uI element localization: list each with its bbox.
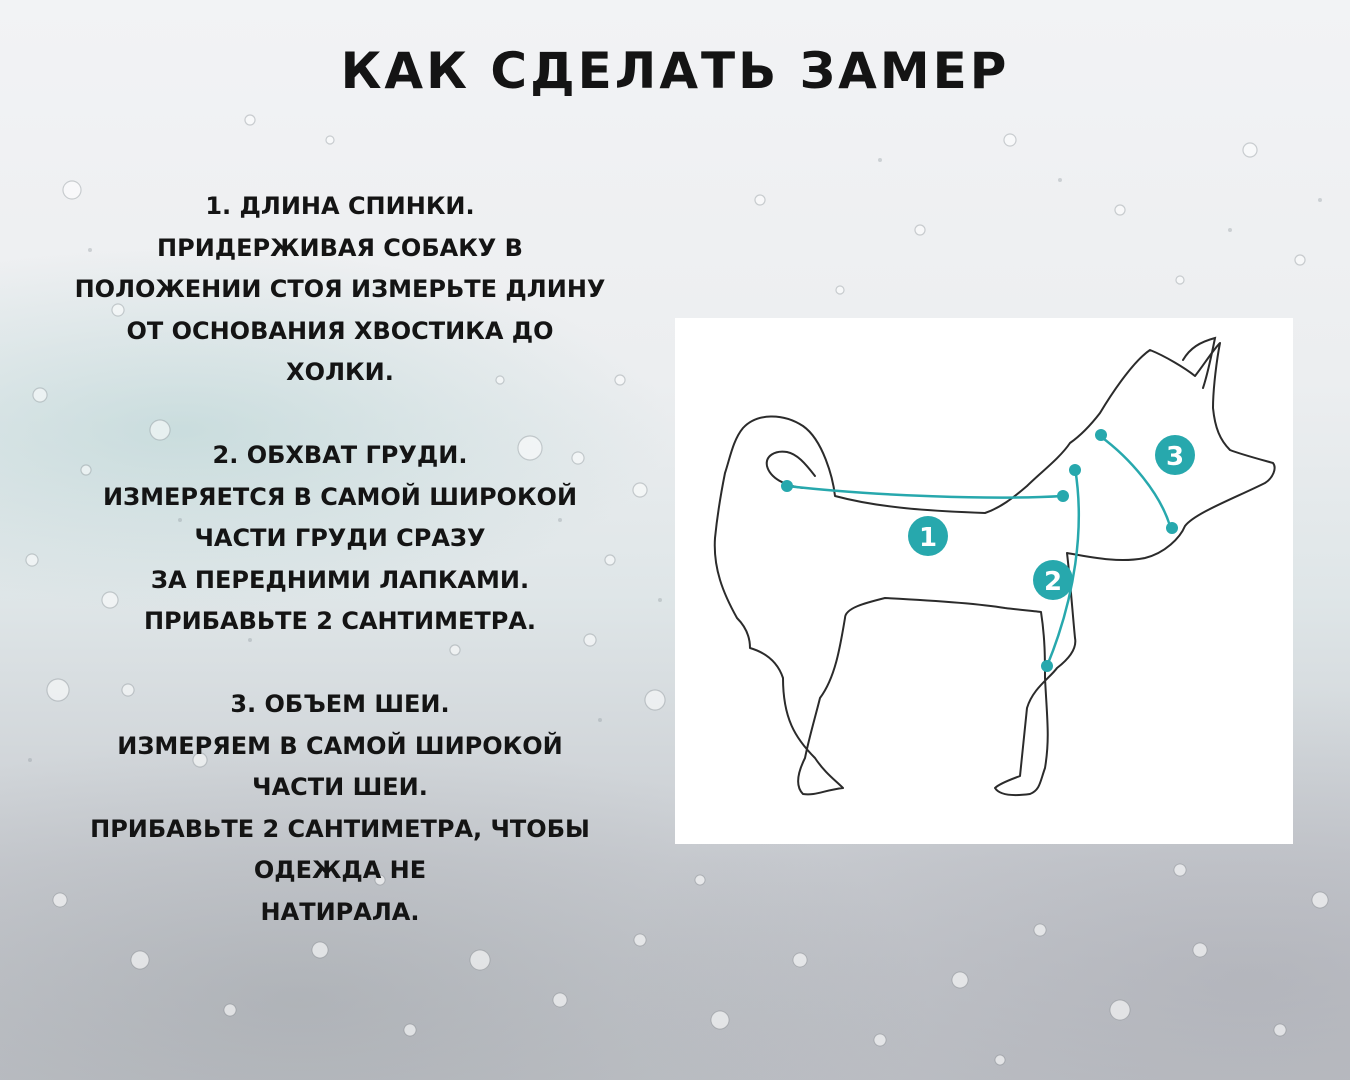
instruction-line: ИЗМЕРЯЕТСЯ В САМОЙ ШИРОКОЙ (102, 482, 578, 511)
dog-measurement-diagram (675, 318, 1293, 844)
instruction-line: НАТИРАЛА. (260, 897, 420, 926)
page-title: КАК СДЕЛАТЬ ЗАМЕР (340, 42, 1010, 100)
instruction-line: ПРИДЕРЖИВАЯ СОБАКУ В (157, 233, 523, 262)
instruction-line: ИЗМЕРЯЕМ В САМОЙ ШИРОКОЙ (117, 731, 563, 760)
marker-1 (908, 516, 948, 556)
marker-3 (1155, 435, 1195, 475)
instruction-line: ПРИБАВЬТЕ 2 САНТИМЕТРА. (143, 607, 537, 635)
instruction-line: ОТ ОСНОВАНИЯ ХВОСТИКА ДО (126, 316, 554, 345)
dog-outline (715, 343, 1275, 795)
back-length-section (30, 186, 650, 394)
chest-bottom-point (1041, 660, 1053, 672)
chest-girth-heading: 2. ОБХВАТ ГРУДИ. (212, 441, 468, 469)
instruction-line: ЗА ПЕРЕДНИМИ ЛАПКАМИ. (150, 565, 530, 594)
instruction-line: ЧАСТИ ШЕИ. (252, 773, 428, 801)
instruction-line: ЧАСТИ ГРУДИ СРАЗУ (194, 524, 486, 552)
marker-2 (1033, 560, 1073, 600)
svg-text:2: 2 (1043, 567, 1063, 597)
neck-bottom-point (1166, 522, 1178, 534)
svg-text:1: 1 (918, 523, 938, 553)
neck-top-point (1095, 429, 1107, 441)
instruction-line: ХОЛКИ. (286, 358, 394, 386)
neck-volume-section (30, 684, 650, 933)
chest-top-point (1069, 464, 1081, 476)
back-end-point (1057, 490, 1069, 502)
back-length-heading: 1. ДЛИНА СПИНКИ. (205, 192, 475, 220)
neck-volume-heading: 3. ОБЪЕМ ШЕИ. (230, 690, 450, 718)
svg-text:3: 3 (1165, 442, 1185, 472)
back-start-point (781, 480, 793, 492)
dog-ear (1183, 338, 1215, 388)
chest-girth-section (30, 435, 650, 643)
instructions (30, 186, 650, 975)
instruction-line: ОДЕЖДА НЕ (253, 856, 427, 884)
instruction-line: ПОЛОЖЕНИИ СТОЯ ИЗМЕРЬТЕ ДЛИНУ (74, 275, 606, 303)
instruction-line: ПРИБАВЬТЕ 2 САНТИМЕТРА, ЧТОБЫ (90, 814, 590, 843)
